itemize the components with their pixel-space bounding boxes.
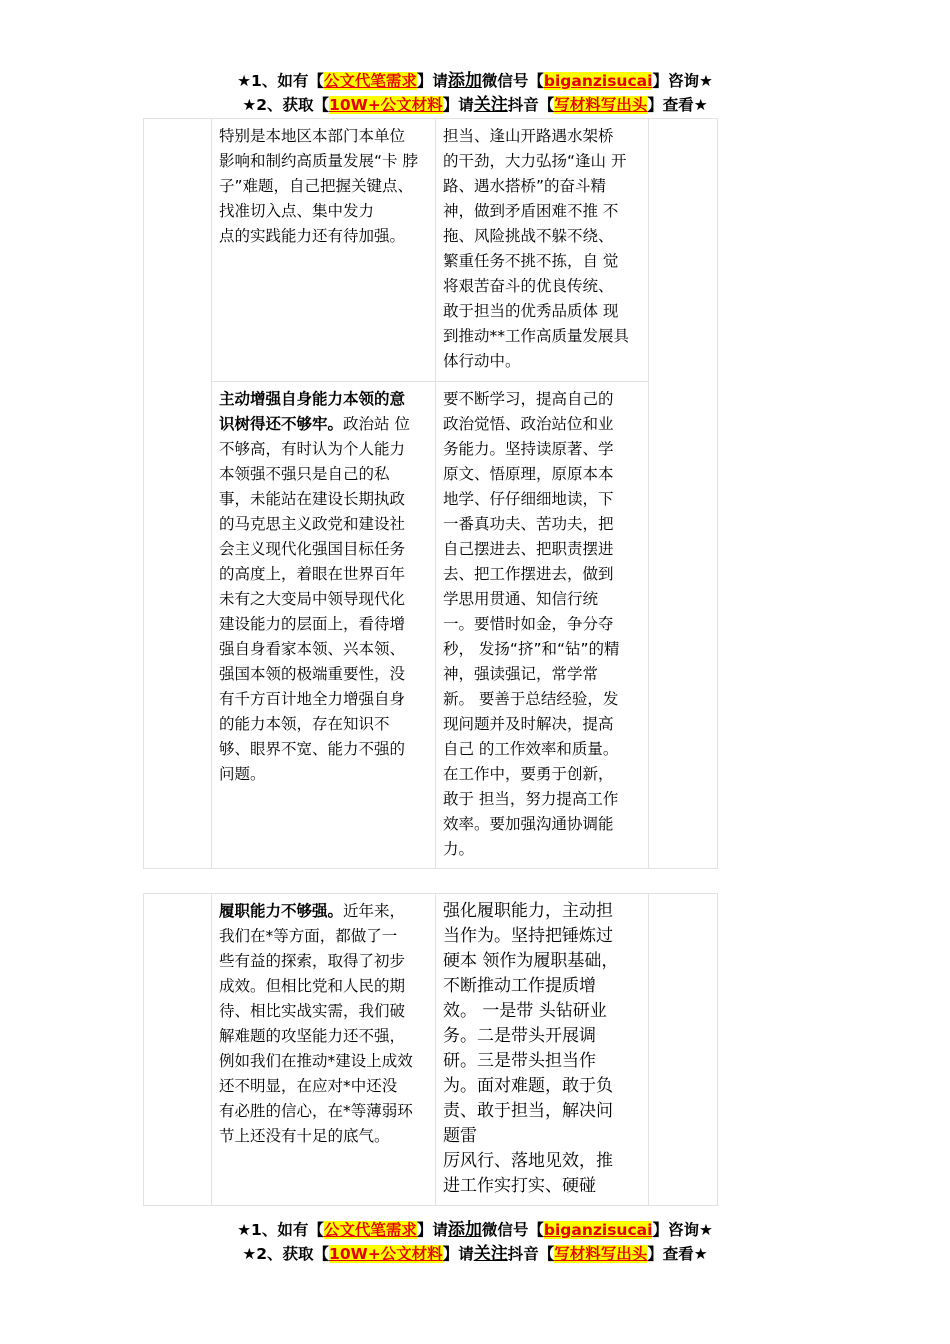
problem-cell [212,894,436,1206]
banner-text: ★1、如有【 [237,72,324,90]
text-line: 政治站 位 [343,415,410,433]
text-line: 不够高，有时认为个人能力 [219,440,406,458]
banner-highlight-douyin-account: 写材料写出头 [554,1245,648,1263]
text-line: 原文、悟原理，原原本本 [443,465,614,483]
text-line: 去、把工作摆进去，做到 [443,565,614,583]
text-line: 特别是本地区本部门本单位 [219,127,406,145]
text-line: 够、眼界不宽、能力不强的 [219,740,406,758]
header-banner-line-1 [0,69,950,93]
remark-cell [649,894,718,1206]
rectification-table-2 [143,893,718,1206]
text-line: 待、相比实战实需，我们破 [219,1002,406,1020]
text-line: 自己 的工作效率和质量。 [443,740,619,758]
text-line: 解难题的攻坚能力还不强， [219,1027,406,1045]
text-line: 政治觉悟、政治站位和业 [443,415,614,433]
text-line: 建设能力的层面上，看待增 [219,615,406,633]
banner-text: 】请 [416,72,448,90]
text-line: 子”难题，自己把握关键点、 [219,177,414,195]
banner-text: 微信号【 [481,1221,544,1239]
banner-emphasis: 添加 [447,71,482,91]
text-line: 路、遇水搭桥”的奋斗精 [443,177,607,195]
text-line: 的马克思主义政党和建设社 [219,515,406,533]
text-line: 繁重任务不挑不拣，自 觉 [443,252,619,270]
text-line: 务。二是带头开展调 [443,1026,596,1046]
text-line: 一番真功夫、苦功夫，把 [443,515,614,533]
banner-highlight-service: 公文代笔需求 [323,72,417,90]
header-banner-line-2 [0,93,950,117]
text-line: 节上还没有十足的底气。 [219,1127,390,1145]
banner-emphasis: 关注 [473,1244,508,1264]
rectification-table-1 [143,118,718,869]
index-cell [144,119,212,869]
text-line: 些有益的探索，取得了初步 [219,952,406,970]
text-line: 成效。但相比党和人民的期 [219,977,406,995]
banner-highlight-materials: 10W+公文材料 [329,1245,443,1263]
banner-emphasis: 添加 [447,1220,482,1240]
text-line: 新。 要善于总结经验，发 [443,690,619,708]
problem-cell [212,119,436,382]
text-line: 地学、仔仔细细地读，下 [443,490,614,508]
text-line: 我们在*等方面，都做了一 [219,927,398,945]
text-line: 为。面对难题，敢于负 [443,1076,613,1096]
text-line: 事，未能站在建设长期执政 [219,490,406,508]
text-line: 现问题并及时解决，提高 [443,715,614,733]
problem-cell [212,382,436,869]
problem-heading: 主动增强自身能力本领的意 [219,390,406,408]
text-line: 担当、逢山开路遇水架桥 [443,127,614,145]
text-line: 一。要惜时如金，争分夺 [443,615,614,633]
table-row [144,119,718,382]
text-line: 敢于担当的优秀品质体 现 [443,302,619,320]
table-row [144,382,718,869]
measure-cell [436,382,649,869]
text-line: 有必胜的信心，在*等薄弱环 [219,1102,413,1120]
measure-cell [436,894,649,1206]
text-line: 题雷 [443,1126,477,1146]
banner-highlight-wechat-id: biganzisucai [543,72,653,90]
banner-text: 】请 [416,1221,448,1239]
text-line: 问题。 [219,765,266,783]
banner-text: 微信号【 [481,72,544,90]
text-line: 未有之大变局中领导现代化 [219,590,406,608]
text-line: 神，做到矛盾困难不推 不 [443,202,619,220]
banner-highlight-service: 公文代笔需求 [323,1221,417,1239]
text-line: 影响和制约高质量发展“卡 脖 [219,152,418,170]
text-line: 的能力本领，存在知识不 [219,715,390,733]
problem-heading: 识树得还不够牢。 [219,415,344,433]
text-line: 务能力。坚持读原著、学 [443,440,614,458]
banner-text: 抖音【 [507,1245,555,1263]
text-line: 进工作实打实、硬碰 [443,1176,596,1196]
text-line: 当作为。坚持把锤炼过 [443,926,613,946]
text-line: 有千方百计地全力增强自身 [219,690,406,708]
text-line: 强国本领的极端重要性，没 [219,665,406,683]
text-line: 要不断学习，提高自己的 [443,390,614,408]
text-line: 体行动中。 [443,352,521,370]
text-line: 学思用贯通、知信行统 [443,590,599,608]
banner-emphasis: 关注 [473,95,508,115]
footer-banner-line-1 [0,1218,950,1242]
banner-text: 】请 [442,96,474,114]
banner-highlight-wechat-id: biganzisucai [543,1221,653,1239]
banner-text: 抖音【 [507,96,555,114]
table-row [144,894,718,1206]
text-line: 秒， 发扬“挤”和“钻”的精 [443,640,620,658]
text-line: 研。三是带头担当作 [443,1051,596,1071]
banner-text: ★1、如有【 [237,1221,324,1239]
text-line: 的高度上，着眼在世界百年 [219,565,406,583]
text-line: 近年来， [343,902,406,920]
text-line: 在工作中，要勇于创新， [443,765,614,783]
banner-text: 】咨询★ [652,1221,713,1239]
text-line: 将艰苦奋斗的优良传统、 [443,277,614,295]
banner-text: 】查看★ [647,96,708,114]
text-line: 神，强读强记，常学常 [443,665,599,683]
text-line: 自己摆进去、把职责摆进 [443,540,614,558]
text-line: 找准切入点、集中发力 [219,202,375,220]
banner-highlight-douyin-account: 写材料写出头 [554,96,648,114]
text-line: 强自身看家本领、兴本领、 [219,640,406,658]
text-line: 本领强不强只是自己的私 [219,465,390,483]
banner-text: 】请 [442,1245,474,1263]
text-line: 厉风行、落地见效，推 [443,1151,613,1171]
text-line: 不断推动工作提质增 [443,976,596,996]
text-line: 强化履职能力，主动担 [443,901,613,921]
problem-heading: 履职能力不够强。 [219,902,344,920]
banner-highlight-materials: 10W+公文材料 [329,96,443,114]
text-line: 的干劲，大力弘扬“逢山 开 [443,152,627,170]
text-line: 会主义现代化强国目标任务 [219,540,406,558]
measure-cell [436,119,649,382]
text-line: 力。 [443,840,475,858]
banner-text: 】查看★ [647,1245,708,1263]
text-line: 敢于 担当，努力提高工作 [443,790,619,808]
text-line: 效率。要加强沟通协调能 [443,815,614,833]
banner-text: ★2、获取【 [242,96,330,114]
banner-text: 】咨询★ [652,72,713,90]
text-line: 硬本 领作为履职基础， [443,951,619,971]
text-line: 效。 一是带 头钻研业 [443,1001,607,1021]
text-line: 责、敢于担当，解决问 [443,1101,613,1121]
index-cell [144,894,212,1206]
text-line: 到推动**工作高质量发展具 [443,327,630,345]
remark-cell [649,119,718,869]
text-line: 点的实践能力还有待加强。 [219,227,406,245]
text-line: 还不明显，在应对*中还没 [219,1077,398,1095]
banner-text: ★2、获取【 [242,1245,330,1263]
text-line: 拖、风险挑战不躲不绕、 [443,227,614,245]
footer-banner-line-2 [0,1242,950,1266]
text-line: 例如我们在推动*建设上成效 [219,1052,413,1070]
